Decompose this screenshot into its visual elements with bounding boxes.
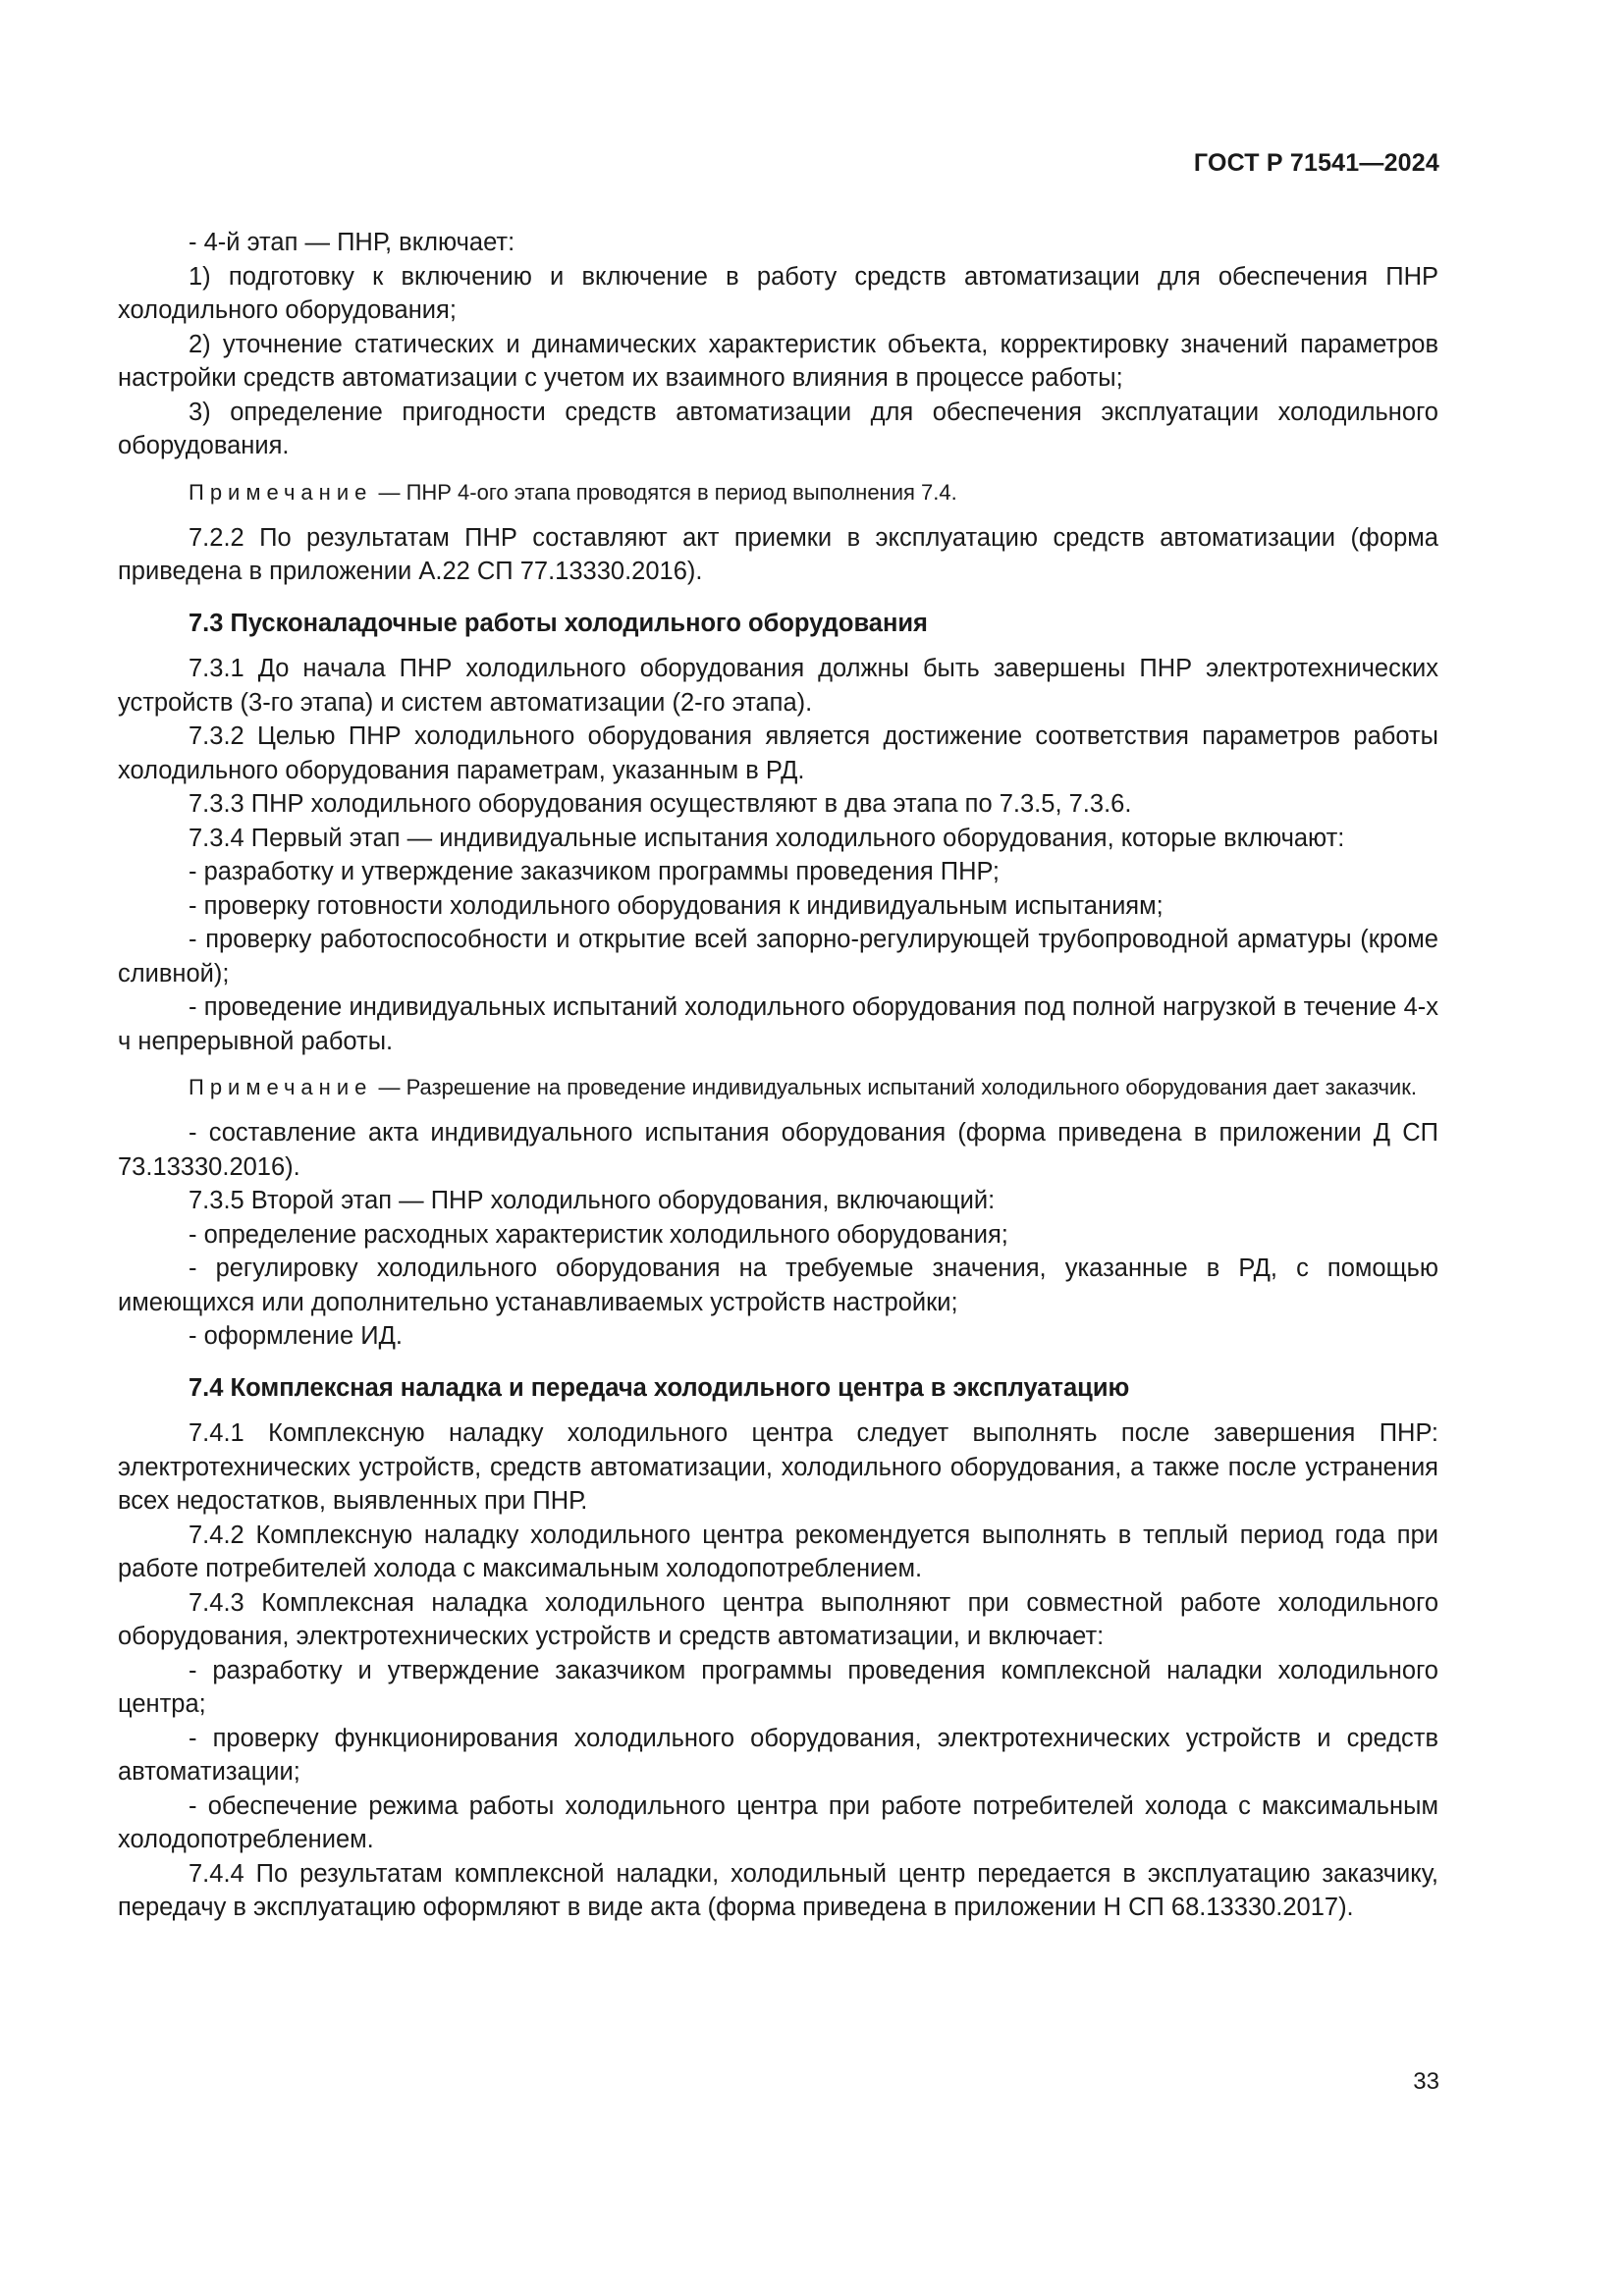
- stage4-item-1: 1) подготовку к включению и включение в работу средств автоматизации для обеспечения ПНР холодильного оборудования;: [118, 262, 1438, 324]
- list-item: - оформление ИД.: [189, 1322, 403, 1350]
- list-item: - составление акта индивидуального испытания оборудования (форма приведена в приложении Д СП 73.13330.2016).: [118, 1119, 1438, 1181]
- clause-7-3-5: 7.3.5 Второй этап — ПНР холодильного оборудования, включающий:: [189, 1187, 996, 1214]
- page-body: [118, 226, 1438, 1925]
- clause-7-3-1: 7.3.1 До начала ПНР холодильного оборудования должны быть завершены ПНР электротехнических устройств (3-го этапа) и систем автоматизации (2-го этапа).: [118, 655, 1438, 717]
- list-item: - обеспечение режима работы холодильного центра при работе потребителей холода с максимальным холодопотреблением.: [118, 1791, 1438, 1853]
- section-7-3-heading: 7.3 Пусконаладочные работы холодильного оборудования: [189, 609, 928, 637]
- clause-7-4-1: 7.4.1 Комплексную наладку холодильного центра следует выполнять после завершения ПНР: электротехнических устройств, средств автоматизации, холодильного оборудования, а также после устранения всех недостатков, выявленных при ПНР.: [118, 1419, 1438, 1515]
- list-item: - проверку готовности холодильного оборудования к индивидуальным испытаниям;: [189, 891, 1164, 920]
- document-id: ГОСТ Р 71541—2024: [1193, 149, 1439, 177]
- list-item: - разработку и утверждение заказчиком программы проведения ПНР;: [189, 858, 1001, 885]
- clause-7-3-4: 7.3.4 Первый этап — индивидуальные испытания холодильного оборудования, которые включают:: [189, 824, 1345, 852]
- page-number: 33: [1413, 2068, 1439, 2095]
- clause-7-3-2: 7.3.2 Целью ПНР холодильного оборудования является достижение соответствия параметров работы холодильного оборудования параметрам, указанным в РД.: [118, 722, 1438, 784]
- stage4-item-2: 2) уточнение статических и динамических характеристик объекта, корректировку значений параметров настройки средств автоматизации с учетом их взаимного влияния в процессе работы;: [118, 330, 1438, 392]
- stage4-note: [118, 477, 1438, 507]
- list-item: - проведение индивидуальных испытаний холодильного оборудования под полной нагрузкой в течение 4-х ч непрерывной работы.: [118, 993, 1438, 1055]
- stage4-intro: - 4-й этап — ПНР, включает:: [189, 229, 515, 256]
- clause-7-2-2: 7.2.2 По результатам ПНР составляют акт приемки в эксплуатацию средств автоматизации (форма приведена в приложении А.22 СП 77.13330.2016).: [118, 523, 1438, 585]
- note-text: — Разрешение на проведение индивидуальных испытаний холодильного оборудования дает заказчик.: [372, 1075, 1417, 1099]
- list-item: - проверку функционирования холодильного оборудования, электротехнических устройств и средств автоматизации;: [118, 1724, 1438, 1786]
- clause-7-4-3: 7.4.3 Комплексная наладка холодильного центра выполняют при совместной работе холодильного оборудования, электротехнических устройств и средств автоматизации, и включает:: [118, 1588, 1438, 1650]
- list-item: - проверку работоспособности и открытие всей запорно-регулирующей трубопроводной арматуры (кроме сливной);: [118, 926, 1438, 988]
- section-7-3-note: [118, 1072, 1438, 1102]
- clause-7-3-3: 7.3.3 ПНР холодильного оборудования осуществляют в два этапа по 7.3.5, 7.3.6.: [189, 790, 1132, 818]
- list-item: - регулировку холодильного оборудования на требуемые значения, указанные в РД, с помощью имеющихся или дополнительно устанавливаемых устройств настройки;: [118, 1255, 1438, 1316]
- list-item: - определение расходных характеристик холодильного оборудования;: [189, 1220, 1008, 1249]
- clause-7-4-2: 7.4.2 Комплексную наладку холодильного центра рекомендуется выполнять в теплый период года при работе потребителей холода с максимальным холодопотреблением.: [118, 1521, 1438, 1582]
- section-7-4-heading: 7.4 Комплексная наладка и передача холодильного центра в эксплуатацию: [189, 1373, 1130, 1402]
- clause-7-4-4: 7.4.4 По результатам комплексной наладки, холодильный центр передается в эксплуатацию заказчику, передачу в эксплуатацию оформляют в виде акта (форма приведена в приложении Н СП 68.13330.2017).: [118, 1859, 1438, 1921]
- list-item: - разработку и утверждение заказчиком программы проведения комплексной наладки холодильного центра;: [118, 1656, 1438, 1718]
- note-label: Примечание: [189, 1075, 373, 1099]
- note-text: — ПНР 4-ого этапа проводятся в период выполнения 7.4.: [372, 479, 957, 505]
- note-label: Примечание: [189, 479, 373, 505]
- stage4-item-3: 3) определение пригодности средств автоматизации для обеспечения эксплуатации холодильного оборудования.: [118, 398, 1438, 459]
